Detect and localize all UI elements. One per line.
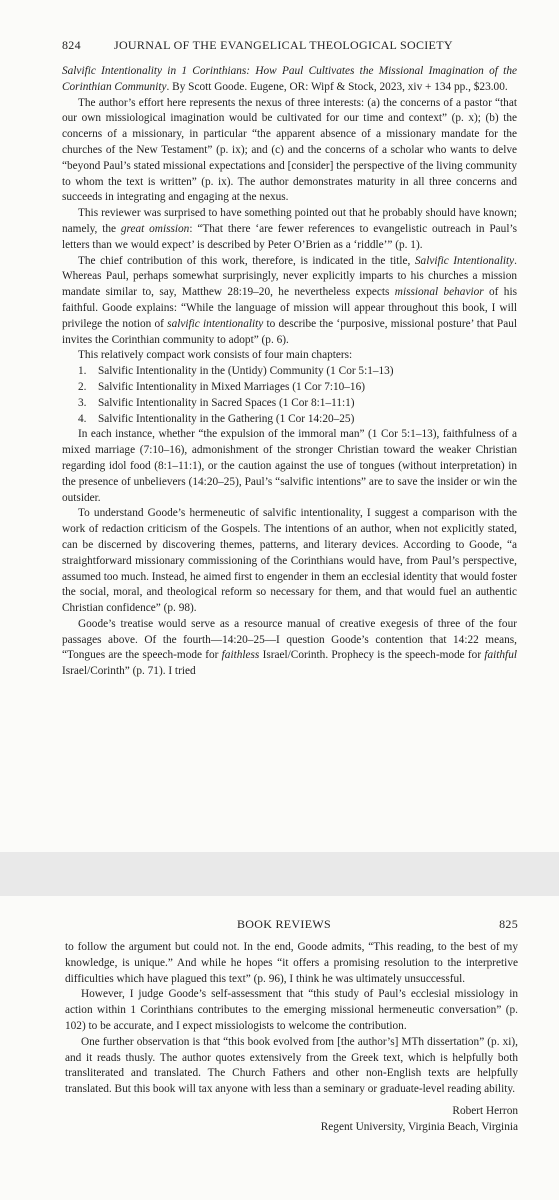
reviewer-signature (65, 1104, 518, 1136)
paragraph: The author’s effort here represents the nexus of three interests: (a) the concerns of a pastor “that our own missiological imagination would be cultivated for our time and context” (p. x); (b) the concerns of a missionary, in particular “the apparent absence of a missionary mandate for the churches of the New Testament” (p. ix); and (c) and the concerns of a scholar who wants to delve “beyond Paul’s stated missional expectations and [consider] the perspective of the living community to whom the text is written” (p. ix). The author demonstrates maturity in all three concerns and succeeds in integrating and engaging at the nexus. (62, 96, 517, 204)
list-item: 2. Salvific Intentionality in Mixed Marriages (1 Cor 7:10–16) (78, 380, 365, 393)
paragraph: The chief contribution of this work, therefore, is indicated in the title, Salvific Intentionality. Whereas Paul, perhaps somewhat surprisingly, never explicitly imparts to his churches a mission mandate similar to, say, Matthew 28:19–20, he nevertheless expects missional behavior of his faithful. Goode explains: “While the language of mission will appear throughout this book, I will privilege the notion of salvific intentionality to describe the ‘purposive, missional posture’ that Paul invites the Corinthian community to adopt” (p. 6). (62, 254, 518, 346)
paragraph: To understand Goode’s hermeneutic of salvific intentionality, I suggest a comparison with the work of redaction criticism of the Gospels. The intentions of an author, when not explicitly stated, can be discerned by discovering themes, patterns, and literary devices. According to Goode, “a straightforward missionary commissioning of the Corinthians would have, from Paul’s perspective, assumed too much. Instead, he aimed first to engender in them an ecclesial identity that would foster the social, moral, and theological reform so necessary for them, and that would fuel an authentic Christian confidence” (p. 98). (62, 507, 517, 615)
list-item: 1. Salvific Intentionality in the (Untidy) Community (1 Cor 5:1–13) (78, 365, 394, 378)
paragraph: One further observation is that “this book evolved from [the author’s] MTh dissertation” (p. xi), and it reads thusly. The author quotes extensively from the Greek text, which is helpfully both transliterated and translated. The Church Fathers and other non-English texts are helpfully translated. But this book will tax anyone with less than a seminary or graduate-level reading ability. (65, 1035, 518, 1096)
paragraph: to follow the argument but could not. In the end, Goode admits, “This reading, to the best of my knowledge, is unique.” And while he hopes “it offers a promising resolution to the interpretive difficulties which have plagued this text” (p. 96), I think he was ultimately unsuccessful. (65, 941, 518, 985)
chapter-list (62, 364, 517, 427)
paragraph: However, I judge Goode’s self-assessment that “this study of Paul’s ecclesial missiology in action within 1 Corinthians contributes to the emerging missional hermeneutic conversation” (p. 102) to be accurate, and I expect missiologists to welcome the contribution. (65, 988, 518, 1032)
journal-title: JOURNAL OF THE EVANGELICAL THEOLOGICAL SOCIETY (114, 38, 453, 52)
list-item: 3. Salvific Intentionality in Sacred Spaces (1 Cor 8:1–11:1) (78, 396, 355, 409)
paragraph: This relatively compact work consists of four main chapters: (78, 349, 353, 362)
book-title: Salvific Intentionality in 1 Corinthians: How Paul Cultivates the Missional Imagination of the Corinthian Community (62, 65, 517, 93)
review-body (62, 64, 517, 680)
book-details: . By Scott Goode. Eugene, OR: Wipf & Stock, 2023, xiv + 134 pp., $23.00. (166, 80, 508, 93)
page-number: 825 (499, 917, 518, 931)
paragraph: In each instance, whether “the expulsion of the immoral man” (1 Cor 5:1–13), faithfulness of a mixed marriage (7:10–16), admonishment of the stronger Christian toward the weaker Christian regarding idol food (8:1–11:1), or the caution against the use of tongues (without interpretation) in the presence of unbelievers (14:20–25), Paul’s “salvific intentions” are to save the insider or win the outsider. (62, 428, 517, 504)
running-head (62, 38, 517, 53)
reviewer-name: Robert Herron (452, 1104, 518, 1117)
section-title: BOOK REVIEWS (237, 917, 331, 931)
page-number: 824 (62, 38, 81, 52)
list-item: 4. Salvific Intentionality in the Gathering (1 Cor 14:20–25) (78, 412, 355, 425)
paragraph: This reviewer was surprised to have something pointed out that he probably should have known; namely, the great omission: “That there ‘are fewer references to evangelistic outreach in Paul’s letters than we would expect’ is described by Peter O’Brien as a ‘riddle’” (p. 1). (62, 207, 517, 251)
paragraph: Goode’s treatise would serve as a resource manual of creative exegesis of three of the four passages above. Of the fourth—14:20–25—I question Goode’s contention that 14:22 means, “Tongues are the speech-mode for faithless Israel/Corinth. Prophecy is the speech-mode for faithful Israel/Corinth” (p. 71). I tried (62, 617, 517, 678)
journal-page-825 (0, 896, 559, 1200)
reviewer-affiliation: Regent University, Virginia Beach, Virginia (320, 1120, 518, 1133)
book-citation (62, 64, 517, 96)
review-body (65, 940, 518, 1098)
running-head (65, 917, 518, 932)
